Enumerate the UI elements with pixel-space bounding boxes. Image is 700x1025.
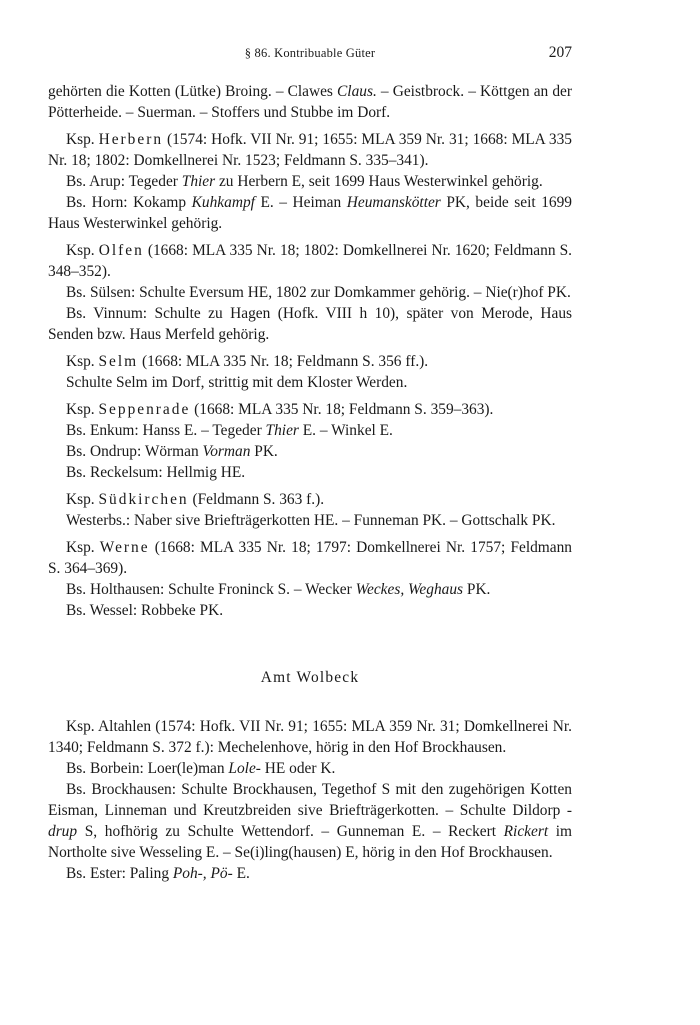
paragraph xyxy=(48,372,572,393)
italic-text: Lole- xyxy=(228,760,261,777)
text-run: (1668: MLA 335 Nr. 18; 1797: Domkellnerei Nr. 1757; Feldmann S. 364–369). xyxy=(48,539,573,577)
text-run: Bs. Vinnum: Schulte zu Hagen (Hofk. VIII h 10), später von Merode, Haus Senden bzw. Haus Merfeld gehörig. xyxy=(48,305,572,343)
paragraph xyxy=(48,441,572,462)
paragraph xyxy=(48,240,572,282)
text-run: Bs. Arup: Tegeder xyxy=(66,173,182,190)
text-run: Schulte Selm im Dorf, strittig mit dem Kloster Werden. xyxy=(66,374,408,391)
spaced-place-name: Südkirchen xyxy=(98,491,189,508)
paragraph xyxy=(48,779,572,863)
paragraph xyxy=(48,510,572,531)
text-run: Ksp. xyxy=(66,131,99,148)
italic-text: Thier xyxy=(265,422,299,439)
paragraph xyxy=(48,863,572,884)
text-run: HE oder K. xyxy=(260,760,336,777)
running-head: § 86. Kontribuable Güter xyxy=(244,46,376,60)
text-run: (1574: Hofk. VII Nr. 91; 1655: MLA 359 Nr. 31; 1668: MLA 335 Nr. 18; 1802: Domkellnerei Nr. 1523; Feldmann S. 335–341). xyxy=(48,131,572,169)
text-run: (1668: MLA 335 Nr. 18; Feldmann S. 359–363). xyxy=(190,401,494,418)
paragraph xyxy=(48,420,572,441)
italic-text: Vorman xyxy=(202,443,251,460)
spaced-place-name: Selm xyxy=(98,353,139,370)
italic-text: Rickert xyxy=(503,823,549,840)
italic-text: -drup xyxy=(48,802,572,840)
paragraph xyxy=(48,129,572,171)
text-run: Bs. Sülsen: Schulte Eversum HE, 1802 zur Domkammer gehörig. – Nie(r)hof PK. xyxy=(66,284,571,301)
italic-text: Heumanskötter xyxy=(346,194,441,211)
italic-text: Thier xyxy=(181,173,216,190)
text-run: Ksp. xyxy=(66,491,99,508)
text-run: Ksp. xyxy=(66,401,99,418)
italic-text: Weckes, Weghaus xyxy=(355,581,464,598)
italic-text: Kuhkampf xyxy=(191,194,255,211)
text-run: Bs. Reckelsum: Hellmig HE. xyxy=(66,464,246,481)
text-run: Bs. Enkum: Hanss E. – Tegeder xyxy=(66,422,266,439)
text-run: (1668: MLA 335 Nr. 18; Feldmann S. 356 ff.). xyxy=(138,353,429,370)
text-run: Bs. Borbein: Loer(le)man xyxy=(66,760,229,777)
text-run: Ksp. xyxy=(66,353,99,370)
text-run: PK, beide seit 1699 Haus Westerwinkel gehörig. xyxy=(48,194,572,232)
paragraph xyxy=(48,462,572,483)
text-run: gehörten die Kotten (Lütke) Broing. – Clawes xyxy=(48,83,338,100)
text-run: zu Herbern E, seit 1699 Haus Westerwinkel gehörig. xyxy=(215,173,543,190)
spaced-place-name: Olfen xyxy=(98,242,144,259)
page-number: 207 xyxy=(548,44,572,61)
paragraph xyxy=(48,303,572,345)
text-run: Bs. Wessel: Robbeke PK. xyxy=(66,602,224,619)
text-run: E. xyxy=(232,865,250,882)
paragraph xyxy=(48,81,572,123)
spaced-place-name: Herbern xyxy=(98,131,164,148)
paragraph xyxy=(48,171,572,192)
paragraph xyxy=(48,600,572,621)
italic-text: Claus. xyxy=(337,83,377,100)
text-run: E. – Winkel E. xyxy=(298,422,393,439)
text-run: E. – Heiman xyxy=(254,194,347,211)
text-run: Ksp. xyxy=(66,242,99,259)
paragraph xyxy=(48,579,572,600)
text-run: – Geistbrock. – Köttgen an der Pötterheide. – Suerman. – Stoffers und Stubbe im Dorf. xyxy=(48,83,572,121)
paragraph xyxy=(48,399,572,420)
text-run: Bs. Brockhausen: Schulte Brockhausen, Tegethof S mit den zugehörigen Kotten Eisman, Linneman und Kreutzbreiden sive Briefträgerkotten. – Schulte Dildorp xyxy=(48,781,572,819)
text-run: S, hofhörig zu Schulte Wettendorf. – Gunneman E. – Reckert xyxy=(77,823,504,840)
text-run: PK. xyxy=(250,443,278,460)
text-run: (Feldmann S. 363 f.). xyxy=(188,491,325,508)
text-run: (1668: MLA 335 Nr. 18; 1802: Domkellnerei Nr. 1620; Feldmann S. 348–352). xyxy=(48,242,572,280)
text-run: Bs. Horn: Kokamp xyxy=(66,194,192,211)
page-header xyxy=(48,44,572,64)
text-run: Bs. Holthausen: Schulte Froninck S. – Wecker xyxy=(66,581,356,598)
paragraph xyxy=(48,489,572,510)
italic-text: Poh-, Pö- xyxy=(172,865,233,882)
text-run: Bs. Ester: Paling xyxy=(66,865,173,882)
text-run: PK. xyxy=(463,581,491,598)
paragraph xyxy=(48,282,572,303)
page-body xyxy=(48,81,572,884)
spaced-place-name: Seppenrade xyxy=(98,401,191,418)
text-run: Bs. Ondrup: Wörman xyxy=(66,443,203,460)
text-run: im Northolte sive Wesseling E. – Se(i)ling(hausen) E, hörig in den Hof Brockhausen. xyxy=(48,823,572,861)
paragraph xyxy=(48,351,572,372)
spaced-place-name: Werne xyxy=(99,539,150,556)
text-run: Westerbs.: Naber sive Briefträgerkotten HE. – Funneman PK. – Gottschalk PK. xyxy=(66,512,556,529)
paragraph xyxy=(48,716,572,758)
text-run: Ksp. xyxy=(66,539,100,556)
paragraph xyxy=(48,537,572,579)
paragraph xyxy=(48,758,572,779)
text-run: Ksp. Altahlen (1574: Hofk. VII Nr. 91; 1655: MLA 359 Nr. 31; Domkellnerei Nr. 1340; Feldmann S. 372 f.): Mechelenhove, hörig in den Hof Brockhausen. xyxy=(48,718,572,756)
text-run: Amt Wolbeck xyxy=(260,669,360,686)
section-title xyxy=(48,667,572,688)
paragraph xyxy=(48,192,572,234)
